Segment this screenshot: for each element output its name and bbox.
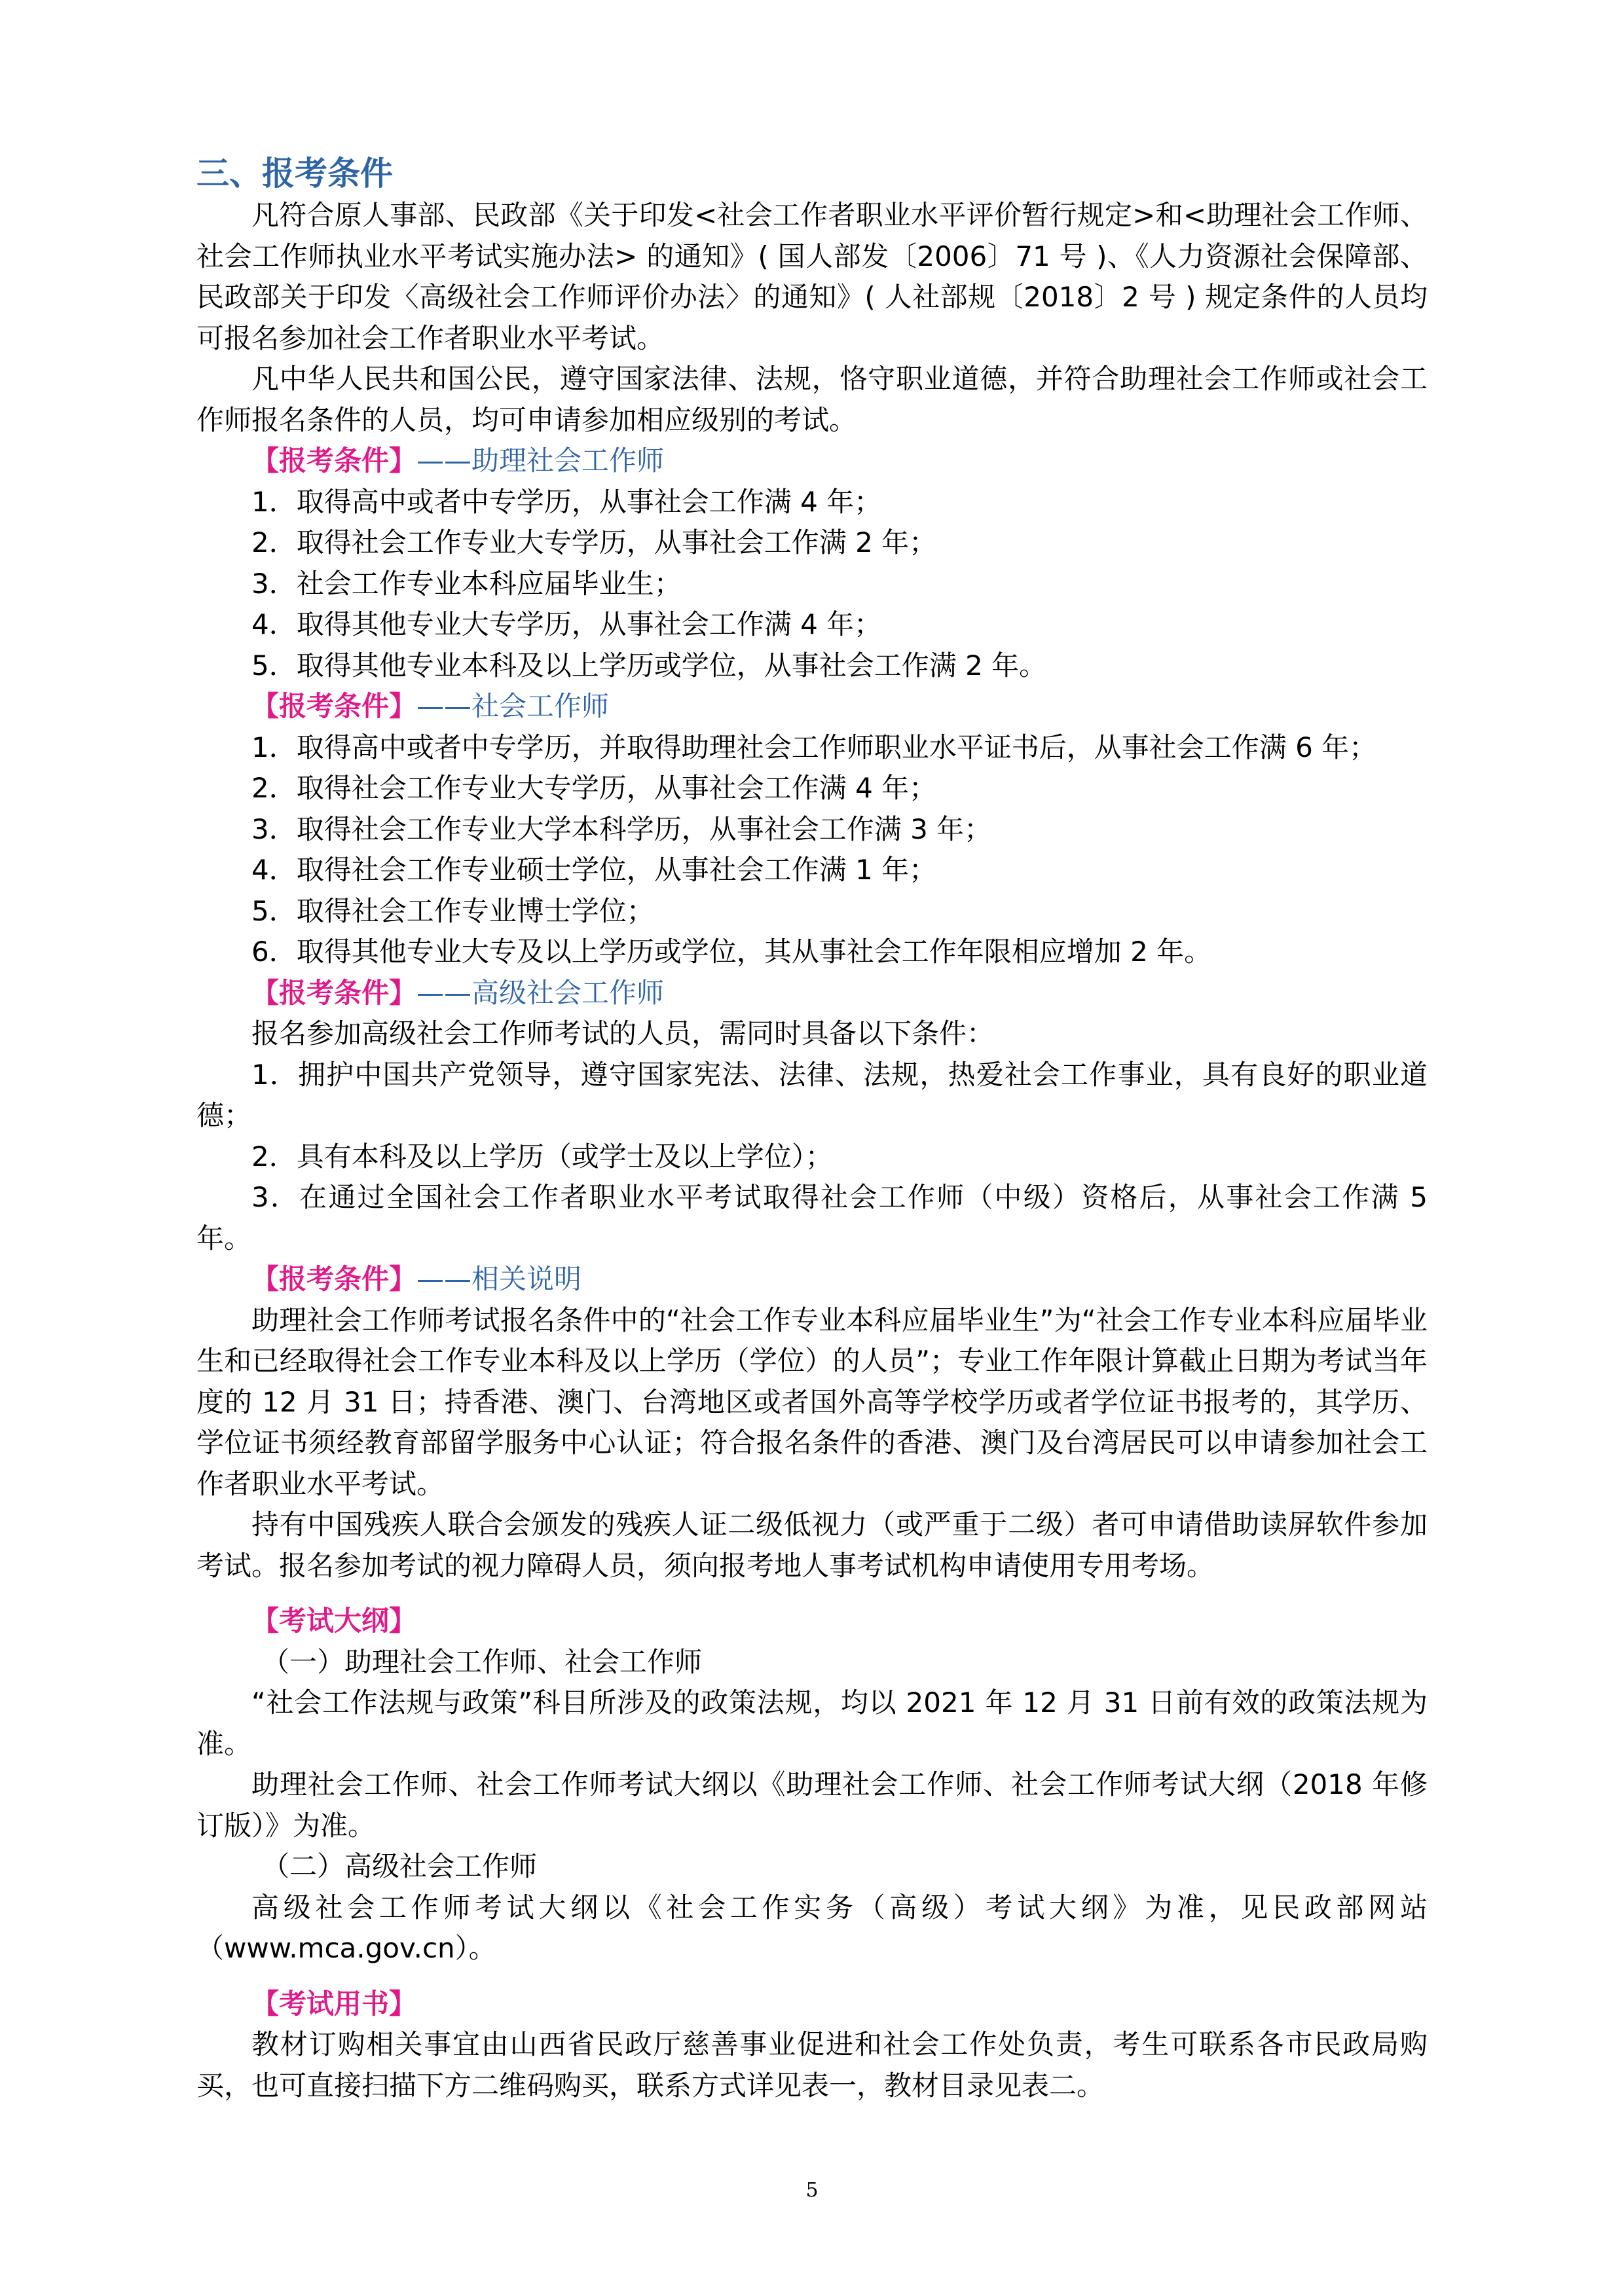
notes-heading-text: ——相关说明 — [416, 1263, 582, 1295]
outline-heading — [196, 1601, 1428, 1642]
notes-heading — [196, 1259, 1428, 1300]
list-item: 6．取得其他专业大专及以上学历或学位，其从事社会工作年限相应增加 2 年。 — [251, 936, 1212, 968]
list-item: 2．取得社会工作专业大专学历，从事社会工作满 2 年； — [251, 526, 937, 558]
outline-tag: 【考试大纲】 — [251, 1605, 417, 1637]
assistant-heading-text: ——助理社会工作师 — [416, 445, 665, 477]
outline-paragraph: 高级社会工作师考试大纲以《社会工作实务（高级）考试大纲》为准，见民政部网站（www.mca.gov.cn）。 — [196, 1891, 1428, 1964]
books-paragraph: 教材订购相关事宜由山西省民政厅慈善事业促进和社会工作处负责，考生可联系各市民政局购买，也可直接扫描下方二维码购买，联系方式详见表一，教材目录见表二。 — [196, 2028, 1428, 2102]
books-tag: 【考试用书】 — [251, 1987, 417, 2020]
assistant-heading — [196, 441, 1428, 482]
notes-paragraph: 助理社会工作师考试报名条件中的“社会工作专业本科应届毕业生”为“社会工作专业本科应届毕业生和已经取得社会工作专业本科及以上学历（学位）的人员”；专业工作年限计算截止日期为考试当年度的 12 月 31 日；持香港、澳门、台湾地区或者国外高等学校学历或者学位证书报考的，其学历、学位证书须经教育部留学服务中心认证；符合报名条件的香港、澳门及台湾居民可以申请参加社会工作者职业水平考试。 — [196, 1303, 1428, 1500]
intro-paragraph: 凡符合原人事部、民政部《关于印发<社会工作者职业水平评价暂行规定>和<助理社会工作师、社会工作师执业水平考试实施办法> 的通知》( 国人部发〔2006〕71 号 )、《人力资源社会保障部、民政部关于印发〈高级社会工作师评价办法〉的通知》( 人社部规〔2018〕2 号 ) 规定条件的人员均可报名参加社会工作者职业水平考试。 — [196, 199, 1428, 354]
page-number: 5 — [805, 2179, 819, 2202]
list-item: 1．拥护中国共产党领导，遵守国家宪法、法律、法规，热爱社会工作事业，具有良好的职业道德； — [196, 1058, 1428, 1131]
tag-label: 【报考条件】 — [251, 690, 417, 722]
list-item: 3．取得社会工作专业大学本科学历，从事社会工作满 3 年； — [251, 812, 992, 845]
intro-paragraph: 凡中华人民共和国公民，遵守国家法律、法规，恪守职业道德，并符合助理社会工作师或社会工作师报名条件的人员，均可申请参加相应级别的考试。 — [196, 363, 1428, 436]
senior-heading-text: ——高级社会工作师 — [416, 976, 665, 1009]
outline-paragraph: 助理社会工作师、社会工作师考试大纲以《助理社会工作师、社会工作师考试大纲（2018 年修订版）》为准。 — [196, 1768, 1428, 1842]
list-item: 1．取得高中或者中专学历，从事社会工作满 4 年； — [251, 485, 882, 518]
tag-label: 【报考条件】 — [251, 976, 417, 1009]
senior-heading — [196, 973, 1428, 1014]
tag-label: 【报考条件】 — [251, 445, 417, 477]
list-item: 4．取得社会工作专业硕士学位，从事社会工作满 1 年； — [251, 854, 937, 886]
list-item: 5．取得其他专业本科及以上学历或学位，从事社会工作满 2 年。 — [251, 649, 1047, 682]
notes-paragraph: 持有中国残疾人联合会颁发的残疾人证二级低视力（或严重于二级）者可申请借助读屏软件参加考试。报名参加考试的视力障碍人员，须向报考地人事考试机构申请使用专用考场。 — [196, 1508, 1428, 1582]
list-item: 4．取得其他专业大专学历，从事社会工作满 4 年； — [251, 608, 882, 640]
outline-paragraph: “社会工作法规与政策”科目所涉及的政策法规，均以 2021 年 12 月 31 日前有效的政策法规为准。 — [196, 1686, 1428, 1760]
social-heading — [196, 686, 1428, 727]
social-heading-text: ——社会工作师 — [416, 690, 610, 722]
list-item: 2．取得社会工作专业大专学历，从事社会工作满 4 年； — [251, 772, 937, 804]
tag-label: 【报考条件】 — [251, 1263, 417, 1295]
page-content — [196, 152, 1428, 2106]
list-item: 3．社会工作专业本科应届毕业生； — [251, 567, 682, 600]
list-item: 5．取得社会工作专业博士学位； — [251, 894, 654, 927]
section-title: 三、报考条件 — [196, 155, 393, 192]
list-item: 3．在通过全国社会工作者职业水平考试取得社会工作师（中级）资格后，从事社会工作满 5 年。 — [196, 1181, 1428, 1254]
books-heading — [196, 1984, 1428, 2025]
list-item: 1．取得高中或者中专学历，并取得助理社会工作师职业水平证书后，从事社会工作满 6 年； — [251, 731, 1377, 763]
list-item: 2．具有本科及以上学历（或学士及以上学位）； — [251, 1140, 833, 1173]
outline-subheading-1: （一）助理社会工作师、社会工作师 — [262, 1645, 703, 1678]
outline-subheading-2: （二）高级社会工作师 — [262, 1850, 538, 1882]
senior-lead: 报名参加高级社会工作师考试的人员，需同时具备以下条件： — [251, 1017, 995, 1049]
